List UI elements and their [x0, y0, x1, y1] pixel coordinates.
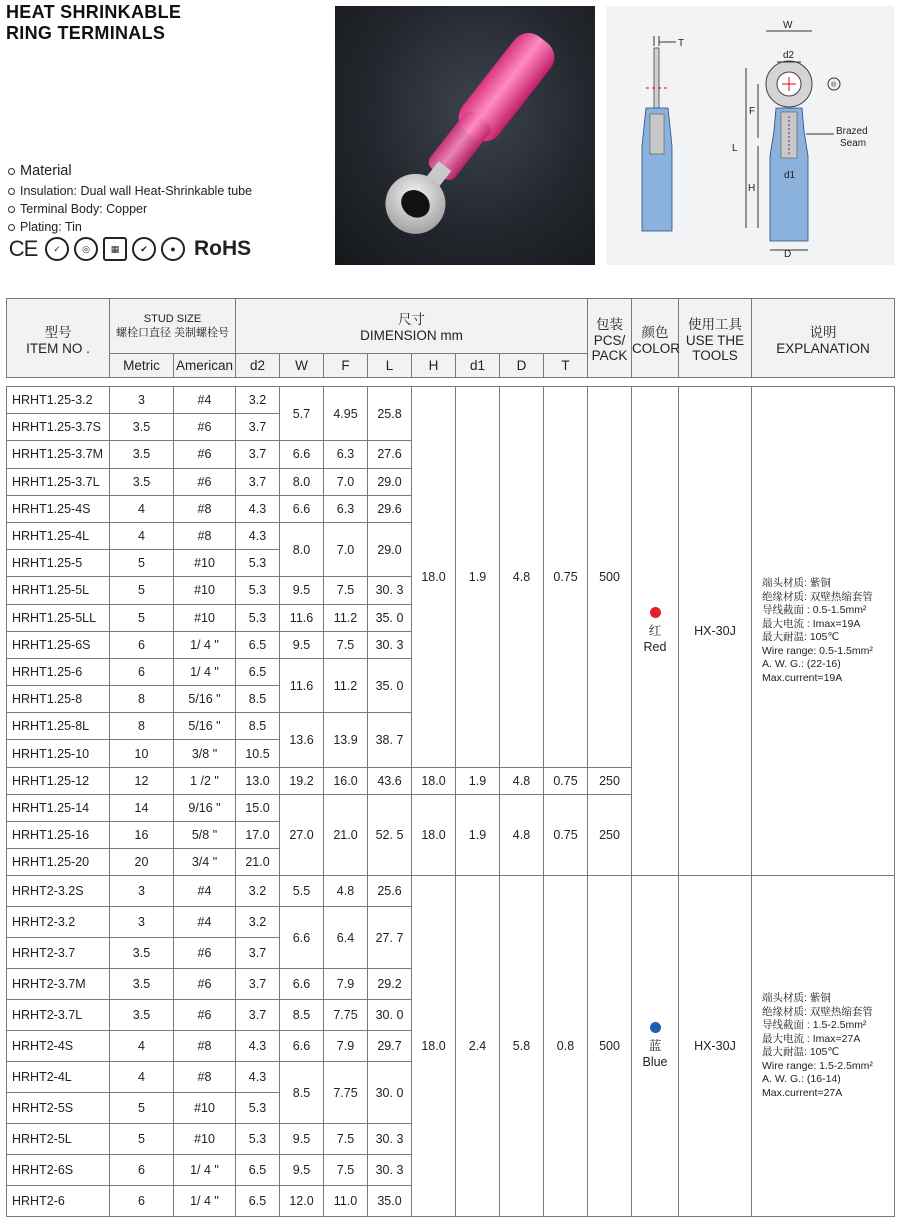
metric-cell: 5	[110, 577, 174, 604]
dim-L-label: L	[732, 143, 738, 154]
seam-label: Seam	[840, 138, 867, 149]
L-cell: 35.0	[368, 1186, 412, 1217]
explanation-line: 绝缘材质: 双壁热缩套管	[762, 590, 873, 603]
item-number-cell: HRHT1.25-10	[7, 740, 110, 767]
metric-cell: 5	[110, 1124, 174, 1155]
item-number-cell: HRHT1.25-5	[7, 550, 110, 577]
L-cell: 30. 3	[368, 577, 412, 604]
L-cell: 27. 7	[368, 907, 412, 969]
H-cell: 18.0	[412, 794, 456, 876]
spec-table-header	[6, 298, 895, 378]
material-item: Terminal Body: Copper	[8, 200, 252, 218]
iso-icon: ✔	[132, 237, 156, 261]
item-number-cell: HRHT1.25-4S	[7, 495, 110, 522]
certification-logos	[6, 237, 251, 261]
material-heading: Material	[8, 160, 252, 182]
explanation-line: 导线截面 : 1.5-2.5mm²	[762, 1019, 867, 1032]
brazed-label: Brazed	[836, 126, 868, 137]
metric-cell: 5	[110, 1093, 174, 1124]
F-cell: 13.9	[324, 713, 368, 767]
american-cell: 1/ 4 "	[174, 1155, 236, 1186]
explanation-line: A. W. G.: (22-16)	[762, 658, 841, 671]
W-cell: 8.0	[280, 522, 324, 576]
american-cell: 1/ 4 "	[174, 1186, 236, 1217]
american-cell: #4	[174, 387, 236, 414]
D-cell: 4.8	[500, 794, 544, 876]
col-dimension-header: 尺寸 DIMENSION mm	[236, 299, 588, 354]
item-number-cell: HRHT2-6S	[7, 1155, 110, 1186]
item-number-cell: HRHT1.25-5LL	[7, 604, 110, 631]
L-cell: 52. 5	[368, 794, 412, 876]
blue-dot-icon	[650, 1022, 661, 1033]
W-cell: 19.2	[280, 767, 324, 794]
d2-cell: 6.5	[236, 658, 280, 685]
W-cell: 6.6	[280, 441, 324, 468]
metric-cell: 3	[110, 907, 174, 938]
metric-cell: 4	[110, 1031, 174, 1062]
d2-cell: 5.3	[236, 1093, 280, 1124]
col-tools-header: 使用工具 USE THE TOOLS	[679, 299, 752, 378]
F-cell: 7.75	[324, 1000, 368, 1031]
d2-cell: 17.0	[236, 822, 280, 849]
american-cell: 1/ 4 "	[174, 631, 236, 658]
item-number-cell: HRHT2-5L	[7, 1124, 110, 1155]
d1-cell: 1.9	[456, 794, 500, 876]
item-number-cell: HRHT2-3.7M	[7, 969, 110, 1000]
item-number-cell: HRHT1.25-16	[7, 822, 110, 849]
dim-F-label: F	[749, 106, 756, 117]
metric-cell: 8	[110, 686, 174, 713]
american-cell: 3/8 "	[174, 740, 236, 767]
american-cell: #6	[174, 969, 236, 1000]
explanation-line: Max.current=27A	[762, 1086, 843, 1099]
L-cell: 25.8	[368, 387, 412, 441]
L-cell: 25.6	[368, 876, 412, 907]
technical-drawing	[606, 6, 894, 265]
item-number-cell: HRHT1.25-3.7M	[7, 441, 110, 468]
american-cell: 1/ 4 "	[174, 658, 236, 685]
W-cell: 6.6	[280, 969, 324, 1000]
explanation-line: A. W. G.: (16-14)	[762, 1073, 841, 1086]
item-number-cell: HRHT1.25-8L	[7, 713, 110, 740]
explanation-cell	[752, 876, 895, 1217]
d2-cell: 3.2	[236, 907, 280, 938]
W-cell: 8.5	[280, 1062, 324, 1124]
item-number-cell: HRHT1.25-12	[7, 767, 110, 794]
F-cell: 7.9	[324, 969, 368, 1000]
tool-cell: HX-30J	[679, 387, 752, 876]
F-cell: 7.9	[324, 1031, 368, 1062]
american-cell: #8	[174, 522, 236, 549]
d2-cell: 5.3	[236, 550, 280, 577]
L-cell: 30. 3	[368, 631, 412, 658]
d2-cell: 3.7	[236, 414, 280, 441]
D-cell: 5.8	[500, 876, 544, 1217]
L-cell: 29.2	[368, 969, 412, 1000]
item-number-cell: HRHT1.25-14	[7, 794, 110, 821]
T-cell: 0.8	[544, 876, 588, 1217]
check-circle-icon: ✓	[45, 237, 69, 261]
d2-cell: 3.7	[236, 441, 280, 468]
F-cell: 4.95	[324, 387, 368, 441]
item-number-cell: HRHT1.25-6S	[7, 631, 110, 658]
metric-cell: 6	[110, 631, 174, 658]
metric-cell: 3.5	[110, 441, 174, 468]
d1-cell: 2.4	[456, 876, 500, 1217]
explanation-line: Wire range: 0.5-1.5mm²	[762, 644, 873, 657]
american-cell: #8	[174, 1062, 236, 1093]
dim-d1-label: d1	[784, 170, 796, 181]
H-cell: 18.0	[412, 767, 456, 794]
d2-cell: 3.7	[236, 1000, 280, 1031]
d2-cell: 21.0	[236, 849, 280, 876]
W-cell: 9.5	[280, 577, 324, 604]
red-dot-icon	[650, 607, 661, 618]
d2-cell: 3.7	[236, 969, 280, 1000]
W-cell: 9.5	[280, 1155, 324, 1186]
col-d2-header: d2	[236, 353, 280, 377]
american-cell: 5/16 "	[174, 713, 236, 740]
item-number-cell: HRHT2-3.2	[7, 907, 110, 938]
W-cell: 8.0	[280, 468, 324, 495]
product-title	[6, 2, 181, 44]
metric-cell: 3	[110, 387, 174, 414]
dim-d2-label: d2	[783, 50, 795, 61]
d2-cell: 4.3	[236, 522, 280, 549]
explanation-line: 端头材质: 紫铜	[762, 992, 831, 1005]
title-line-1: HEAT SHRINKABLE	[6, 2, 182, 22]
d2-cell: 8.5	[236, 713, 280, 740]
bullet-icon	[8, 188, 15, 195]
col-H-header: H	[412, 353, 456, 377]
col-stud-size-header: STUD SIZE 螺栓口直径 美制螺栓号	[110, 299, 236, 354]
col-d1-header: d1	[456, 353, 500, 377]
tool-cell: HX-30J	[679, 876, 752, 1217]
d2-cell: 4.3	[236, 495, 280, 522]
table-row	[7, 876, 895, 907]
metric-cell: 3.5	[110, 1000, 174, 1031]
material-section	[8, 160, 252, 236]
metric-cell: 10	[110, 740, 174, 767]
L-cell: 38. 7	[368, 713, 412, 767]
dimension-drawing	[606, 6, 894, 265]
item-number-cell: HRHT2-5S	[7, 1093, 110, 1124]
T-cell: 0.75	[544, 794, 588, 876]
metric-cell: 3	[110, 876, 174, 907]
metric-cell: 3.5	[110, 414, 174, 441]
item-number-cell: HRHT1.25-5L	[7, 577, 110, 604]
dim-H-label: H	[748, 183, 756, 194]
T-cell: 0.75	[544, 387, 588, 768]
F-cell: 7.5	[324, 577, 368, 604]
explanation-line: 端头材质: 紫铜	[762, 577, 831, 590]
item-number-cell: HRHT1.25-8	[7, 686, 110, 713]
metric-cell: 3.5	[110, 969, 174, 1000]
explanation-line: 最大耐温: 105℃	[762, 1046, 840, 1059]
metric-cell: 8	[110, 713, 174, 740]
american-cell: #10	[174, 1124, 236, 1155]
spec-table-body	[6, 386, 895, 1217]
color-name-cn: 红	[648, 624, 662, 639]
L-cell: 29.0	[368, 468, 412, 495]
dim-T-label: T	[678, 38, 685, 49]
american-cell: #4	[174, 876, 236, 907]
F-cell: 11.2	[324, 658, 368, 712]
d2-cell: 3.2	[236, 876, 280, 907]
W-cell: 11.6	[280, 658, 324, 712]
L-cell: 30. 3	[368, 1155, 412, 1186]
W-cell: 27.0	[280, 794, 324, 876]
F-cell: 7.75	[324, 1062, 368, 1124]
quality-icon: ▦	[103, 237, 127, 261]
F-cell: 7.5	[324, 1155, 368, 1186]
F-cell: 6.3	[324, 441, 368, 468]
W-cell: 6.6	[280, 495, 324, 522]
explanation-line: 最大耐温: 105℃	[762, 631, 840, 644]
explanation-line: Wire range: 1.5-2.5mm²	[762, 1059, 873, 1072]
F-cell: 7.0	[324, 468, 368, 495]
W-cell: 6.6	[280, 1031, 324, 1062]
american-cell: #10	[174, 604, 236, 631]
L-cell: 43.6	[368, 767, 412, 794]
F-cell: 6.3	[324, 495, 368, 522]
american-cell: #6	[174, 1000, 236, 1031]
american-cell: 5/8 "	[174, 822, 236, 849]
col-metric-header: Metric	[110, 353, 174, 377]
item-number-cell: HRHT1.25-6	[7, 658, 110, 685]
table-row	[7, 387, 895, 414]
col-american-header: American	[174, 353, 236, 377]
col-F-header: F	[324, 353, 368, 377]
color-name-en: Blue	[642, 1055, 668, 1070]
L-cell: 29.6	[368, 495, 412, 522]
american-cell: #10	[174, 577, 236, 604]
metric-cell: 14	[110, 794, 174, 821]
metric-cell: 5	[110, 550, 174, 577]
explanation-line: 最大电流 : Imax=27A	[762, 1032, 861, 1045]
item-number-cell: HRHT2-3.7L	[7, 1000, 110, 1031]
L-cell: 27.6	[368, 441, 412, 468]
metric-cell: 16	[110, 822, 174, 849]
d2-cell: 10.5	[236, 740, 280, 767]
d2-cell: 5.3	[236, 604, 280, 631]
W-cell: 11.6	[280, 604, 324, 631]
american-cell: #8	[174, 1031, 236, 1062]
metric-cell: 6	[110, 658, 174, 685]
dim-D-label: D	[784, 249, 792, 260]
pack-cell: 250	[588, 794, 632, 876]
W-cell: 6.6	[280, 907, 324, 969]
F-cell: 11.0	[324, 1186, 368, 1217]
col-T-header: T	[544, 353, 588, 377]
d1-cell: 1.9	[456, 767, 500, 794]
item-number-cell: HRHT2-3.2S	[7, 876, 110, 907]
W-cell: 5.7	[280, 387, 324, 441]
item-number-cell: HRHT1.25-20	[7, 849, 110, 876]
d2-cell: 3.2	[236, 387, 280, 414]
d2-cell: 4.3	[236, 1031, 280, 1062]
d2-cell: 6.5	[236, 1186, 280, 1217]
metric-cell: 6	[110, 1155, 174, 1186]
registered-mark: ®	[831, 82, 837, 89]
item-number-cell: HRHT2-6	[7, 1186, 110, 1217]
metric-cell: 6	[110, 1186, 174, 1217]
explanation-line: 最大电流 : Imax=19A	[762, 617, 861, 630]
col-W-header: W	[280, 353, 324, 377]
item-number-cell: HRHT1.25-4L	[7, 522, 110, 549]
L-cell: 29.0	[368, 522, 412, 576]
L-cell: 35. 0	[368, 604, 412, 631]
ring-terminal-image	[335, 6, 595, 265]
H-cell: 18.0	[412, 387, 456, 768]
material-item: Insulation: Dual wall Heat-Shrinkable tube	[8, 182, 252, 200]
american-cell: 9/16 "	[174, 794, 236, 821]
d2-cell: 3.7	[236, 468, 280, 495]
item-number-cell: HRHT1.25-3.2	[7, 387, 110, 414]
ce-mark-icon: CE	[8, 236, 38, 261]
american-cell: #10	[174, 550, 236, 577]
color-cell	[632, 387, 679, 876]
metric-cell: 4	[110, 1062, 174, 1093]
metric-cell: 4	[110, 495, 174, 522]
american-cell: 1 /2 "	[174, 767, 236, 794]
bullet-icon	[8, 168, 15, 175]
item-number-cell: HRHT1.25-3.7S	[7, 414, 110, 441]
col-L-header: L	[368, 353, 412, 377]
W-cell: 9.5	[280, 631, 324, 658]
d2-cell: 5.3	[236, 577, 280, 604]
material-item: Plating: Tin	[8, 218, 252, 236]
rohs-mark: RoHS	[194, 237, 252, 260]
F-cell: 16.0	[324, 767, 368, 794]
metric-cell: 20	[110, 849, 174, 876]
american-cell: #6	[174, 414, 236, 441]
F-cell: 4.8	[324, 876, 368, 907]
item-number-cell: HRHT2-4S	[7, 1031, 110, 1062]
color-name-cn: 蓝	[648, 1039, 662, 1054]
T-cell: 0.75	[544, 767, 588, 794]
explanation-cell	[752, 387, 895, 876]
american-cell: 5/16 "	[174, 686, 236, 713]
L-cell: 29.7	[368, 1031, 412, 1062]
F-cell: 7.5	[324, 631, 368, 658]
F-cell: 6.4	[324, 907, 368, 969]
metric-cell: 3.5	[110, 938, 174, 969]
pack-cell: 500	[588, 387, 632, 768]
F-cell: 21.0	[324, 794, 368, 876]
metric-cell: 4	[110, 522, 174, 549]
bullet-icon	[8, 206, 15, 213]
metric-cell: 3.5	[110, 468, 174, 495]
pack-cell: 250	[588, 767, 632, 794]
dim-W-label: W	[783, 20, 793, 31]
W-cell: 13.6	[280, 713, 324, 767]
col-D-header: D	[500, 353, 544, 377]
d1-cell: 1.9	[456, 387, 500, 768]
col-explanation-header: 说明 EXPLANATION	[752, 299, 895, 378]
d2-cell: 3.7	[236, 938, 280, 969]
american-cell: #6	[174, 938, 236, 969]
pack-cell: 500	[588, 876, 632, 1217]
american-cell: #4	[174, 907, 236, 938]
col-item-header: 型号 ITEM NO .	[7, 299, 110, 378]
item-number-cell: HRHT2-4L	[7, 1062, 110, 1093]
d2-cell: 6.5	[236, 631, 280, 658]
d2-cell: 6.5	[236, 1155, 280, 1186]
title-line-2: RING TERMINALS	[6, 23, 166, 43]
metric-cell: 12	[110, 767, 174, 794]
d2-cell: 4.3	[236, 1062, 280, 1093]
explanation-line: 导线截面 : 0.5-1.5mm²	[762, 604, 867, 617]
metric-cell: 5	[110, 604, 174, 631]
L-cell: 30. 0	[368, 1062, 412, 1124]
col-pack-header: 包装 PCS/ PACK	[588, 299, 632, 378]
W-cell: 9.5	[280, 1124, 324, 1155]
product-photo	[335, 6, 595, 265]
color-cell	[632, 876, 679, 1217]
american-cell: 3/4 "	[174, 849, 236, 876]
F-cell: 11.2	[324, 604, 368, 631]
H-cell: 18.0	[412, 876, 456, 1217]
american-cell: #10	[174, 1093, 236, 1124]
explanation-line: Max.current=19A	[762, 671, 843, 684]
bullet-icon	[8, 224, 15, 231]
d2-cell: 8.5	[236, 686, 280, 713]
american-cell: #6	[174, 468, 236, 495]
d2-cell: 5.3	[236, 1124, 280, 1155]
d2-cell: 13.0	[236, 767, 280, 794]
american-cell: #8	[174, 495, 236, 522]
col-color-header: 颜色 COLOR	[632, 299, 679, 378]
explanation-line: 绝缘材质: 双壁热缩套管	[762, 1005, 873, 1018]
american-cell: #6	[174, 441, 236, 468]
ccc-icon: ◎	[74, 237, 98, 261]
D-cell: 4.8	[500, 387, 544, 768]
d2-cell: 15.0	[236, 794, 280, 821]
F-cell: 7.0	[324, 522, 368, 576]
L-cell: 30. 0	[368, 1000, 412, 1031]
D-cell: 4.8	[500, 767, 544, 794]
sgs-icon: ●	[161, 237, 185, 261]
W-cell: 8.5	[280, 1000, 324, 1031]
W-cell: 5.5	[280, 876, 324, 907]
L-cell: 35. 0	[368, 658, 412, 712]
item-number-cell: HRHT1.25-3.7L	[7, 468, 110, 495]
W-cell: 12.0	[280, 1186, 324, 1217]
item-number-cell: HRHT2-3.7	[7, 938, 110, 969]
L-cell: 30. 3	[368, 1124, 412, 1155]
color-name-en: Red	[643, 640, 667, 655]
F-cell: 7.5	[324, 1124, 368, 1155]
